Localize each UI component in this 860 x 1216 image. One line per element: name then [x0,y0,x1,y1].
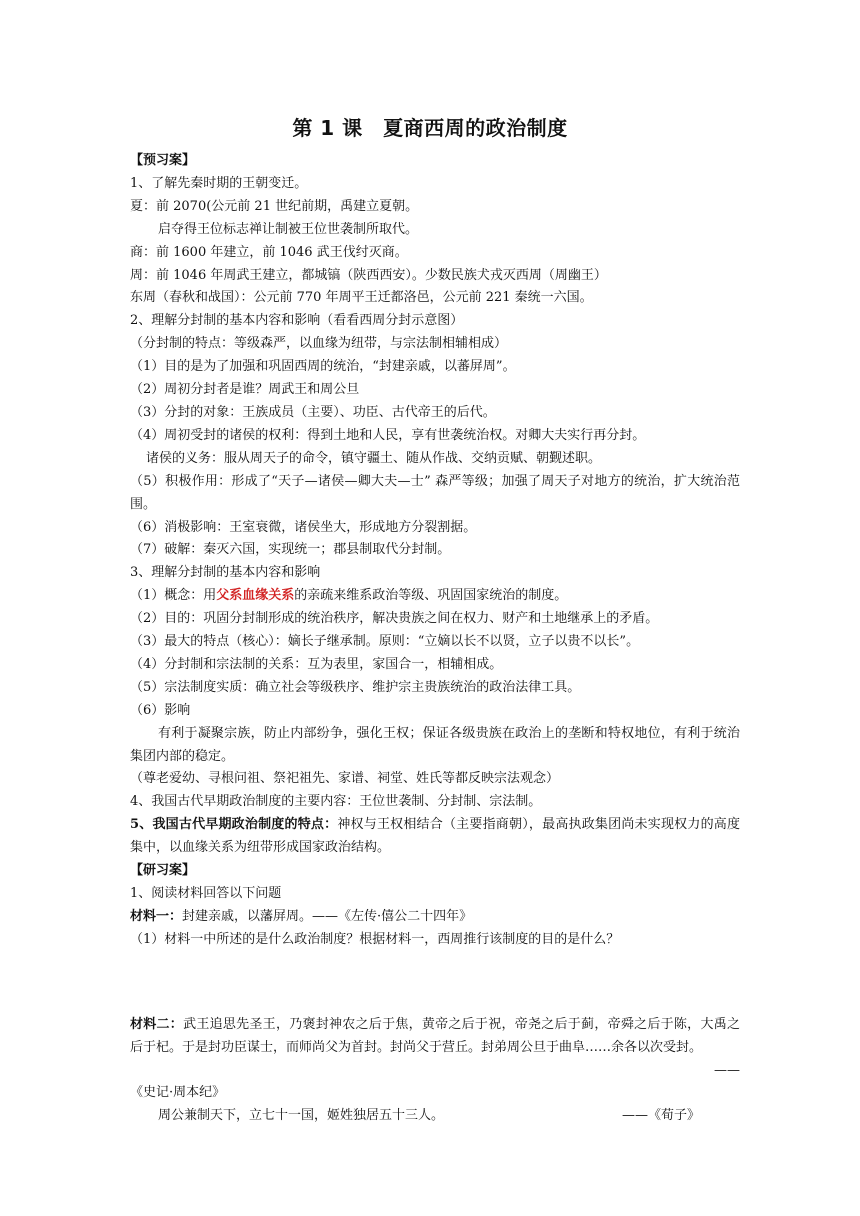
material-text: 封建亲戚，以藩屏周。——《左传·僖公二十四年》 [182,908,473,924]
text-line: 夏：前 2070(公元前 21 世纪前期，禹建立夏朝。 [130,198,419,214]
material-label: 材料二： [130,1016,184,1032]
text-paragraph [130,814,740,860]
text-line: 4、我国古代早期政治制度的主要内容：王位世袭制、分封制、宗法制。 [130,794,542,810]
material-text: 周公兼制天下，立七十一国，姬姓独居五十三人。 [158,1108,445,1124]
material-text: 武王追思先圣王，乃褒封神农之后于焦，黄帝之后于祝，帝尧之后于蓟，帝舜之后于陈，大禹之后于杞。于是封功臣谋士，而师尚父为首封。封尚父于营丘。封弟周公旦于曲阜……余各以次受封。 [130,1016,740,1055]
text-line: （分封制的特点：等级森严，以血缘为纽带，与宗法制相辅相成） [130,336,508,352]
text-line: 周：前 1046 年周武王建立，都城镐（陕西西安）。少数民族犬戎灭西周（周幽王） [130,267,607,283]
text-line: 3、理解分封制的基本内容和影响 [130,565,321,581]
text-line: （4）分封制和宗法制的关系：互为表里，家国合一，相辅相成。 [130,656,503,672]
page-title: 第 1 课 夏商西周的政治制度 [292,116,568,140]
text-line: 启夺得王位标志禅让制被王位世袭制所取代。 [158,221,419,237]
text-line: 商：前 1600 年建立，前 1046 武王伐纣灭商。 [130,244,408,260]
text-line: （2）周初分封者是谁？周武王和周公旦 [130,382,360,398]
text-line: （7）破解：秦灭六国，实现统一；郡县制取代分封制。 [130,542,451,558]
document-body [130,150,740,1128]
text-line: （尊老爱幼、寻根问祖、祭祀祖先、家谱、祠堂、姓氏等都反映宗法观念） [130,771,560,787]
text-paragraph: （5）积极作用：形成了“天子—诸侯—卿大夫—士” 森严等级；加强了周天子对地方的统治，扩大统治范围。 [130,473,740,512]
text-line: 诸侯的义务：服从周天子的命令，镇守疆土、随从作战、交纳贡赋、朝觐述职。 [146,450,602,466]
text-line: 东周（春秋和战国）：公元前 770 年周平王迁都洛邑，公元前 221 秦统一六国。 [130,290,593,306]
text-line: 1、阅读材料回答以下问题 [130,886,282,901]
text-line: （5）宗法制度实质：确立社会等级秩序、维护宗主贵族统治的政治法律工具。 [130,679,581,695]
text-line: （4）周初受封的诸侯的权利：得到土地和人民，享有世袭统治权。对卿大夫实行再分封。 [130,427,646,443]
text-line: （2）目的：巩固分封制形成的统治秩序，解决贵族之间在权力、财产和土地继承上的矛盾。 [130,611,659,627]
material-line [130,906,740,929]
source-citation: ——《荀子》 [621,1108,700,1124]
text-line: （6）影响 [130,702,191,718]
source-dash: —— [714,1062,740,1078]
answer-space [130,952,740,1014]
text-line: 2、理解分封制的基本内容和影响（看看西周分封示意图） [130,313,464,329]
source-citation: 《史记·周本纪》 [130,1085,226,1101]
text-span: 神权与王权相结合（主要指商朝），最高执政集团尚未实现权力的高度集中，以血缘关系为纽带形成国家政治结构。 [130,817,740,856]
text-line [130,585,740,608]
text-paragraph: 有利于凝聚宗族，防止内部纷争，强化王权；保证各级贵族在政治上的垄断和特权地位，有利于统治集团内部的稳定。 [130,725,740,764]
text-line: （1）目的是为了加强和巩固西周的统治，“封建亲戚，以蕃屏周”。 [130,359,516,375]
text-line: （3）分封的对象：王族成员（主要）、功臣、古代帝王的后代。 [130,404,496,420]
text-line: （3）最大的特点（核心）：嫡长子继承制。原则：“立嫡以长不以贤，立子以贵不以长”。 [130,634,640,650]
text-span: 的亲疏来维系政治等级、巩固国家统治的制度。 [294,588,568,604]
bold-term: 5、我国古代早期政治制度的特点： [130,817,338,833]
highlight-term: 父系血缘关系 [216,588,295,604]
material-paragraph [130,1014,740,1060]
material-line [130,1105,740,1128]
preview-header: 【预习案】 [130,153,196,168]
study-header: 【研习案】 [130,863,196,879]
material-label: 材料一： [130,908,183,924]
text-line: （6）消极影响：王室衰微，诸侯坐大，形成地方分裂割据。 [130,519,477,535]
text-span: （1）概念：用 [130,588,217,604]
text-line: 1、了解先秦时期的王朝变迁。 [130,175,308,191]
question-line: （1）材料一中所述的是什么政治制度？根据材料一，西周推行该制度的目的是什么？ [130,931,620,947]
